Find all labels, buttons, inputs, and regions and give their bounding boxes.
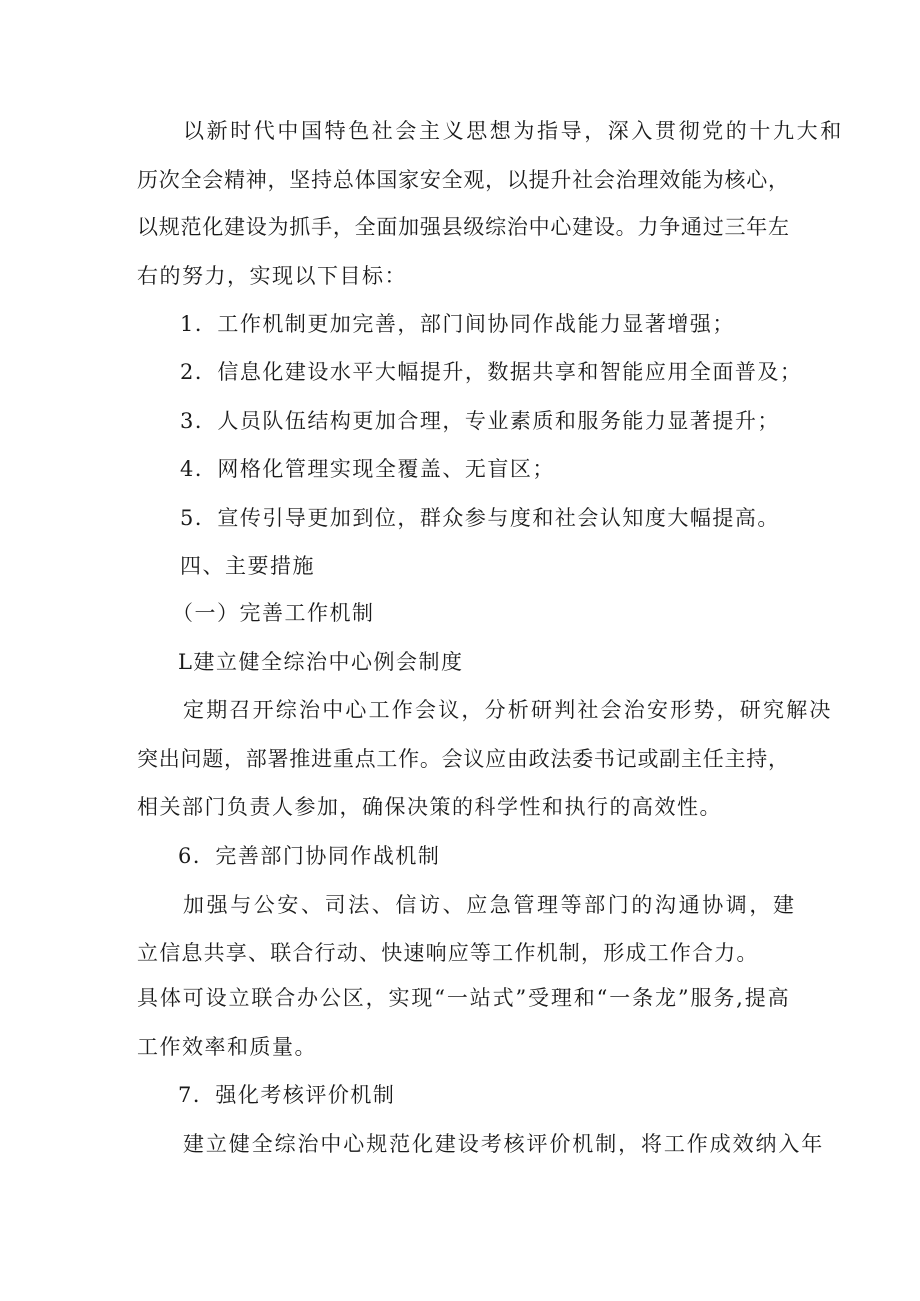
subsection-heading: （一）完善工作机制	[172, 601, 375, 625]
measure-heading: 6．完善部门协同作战机制	[178, 844, 441, 868]
measure-heading: 7．强化考核评价机制	[178, 1083, 396, 1107]
paragraph-line: 右的努力，实现以下目标：	[137, 264, 407, 288]
goal-item: 5．宣传引导更加到位，群众参与度和社会认知度大幅提高。	[180, 506, 780, 530]
paragraph-line: 以规范化建设为抓手，全面加强县级综治中心建设。力争通过三年左	[137, 215, 789, 239]
paragraph-line: 加强与公安、司法、信访、应急管理等部门的沟通协调，建	[183, 893, 797, 917]
paragraph-line: 以新时代中国特色社会主义思想为指导，深入贯彻党的十九大和	[183, 119, 844, 143]
paragraph-line: 相关部门负责人参加，确保决策的科学性和执行的高效性。	[137, 795, 722, 819]
paragraph-line: 突出问题，部署推进重点工作。会议应由政法委书记或副主任主持，	[137, 747, 789, 771]
goal-item: 2．信息化建设水平大幅提升，数据共享和智能应用全面普及；	[180, 360, 803, 384]
paragraph-line: 立信息共享、联合行动、快速响应等工作机制，形成工作合力。	[137, 941, 759, 965]
paragraph-line: 历次全会精神，坚持总体国家安全观，以提升社会治理效能为核心，	[137, 168, 789, 192]
paragraph-line: 建立健全综治中心规范化建设考核评价机制，将工作成效纳入年	[183, 1132, 825, 1156]
goal-item: 3．人员队伍结构更加合理，专业素质和服务能力显著提升；	[180, 409, 780, 433]
paragraph-line: 工作效率和质量。	[137, 1035, 317, 1059]
section-heading: 四、主要措施	[180, 554, 315, 578]
paragraph-line: 定期召开综治中心工作会议，分析研判社会治安形势，研究解决	[183, 698, 833, 722]
paragraph-line: 具体可设立联合办公区，实现“一站式”受理和“一条龙”服务,提高	[137, 986, 789, 1010]
goal-item: 1．工作机制更加完善，部门间协同作战能力显著增强；	[180, 312, 735, 336]
measure-heading: L建立健全综治中心例会制度	[178, 650, 464, 674]
goal-item: 4．网格化管理实现全覆盖、无盲区；	[180, 457, 555, 481]
